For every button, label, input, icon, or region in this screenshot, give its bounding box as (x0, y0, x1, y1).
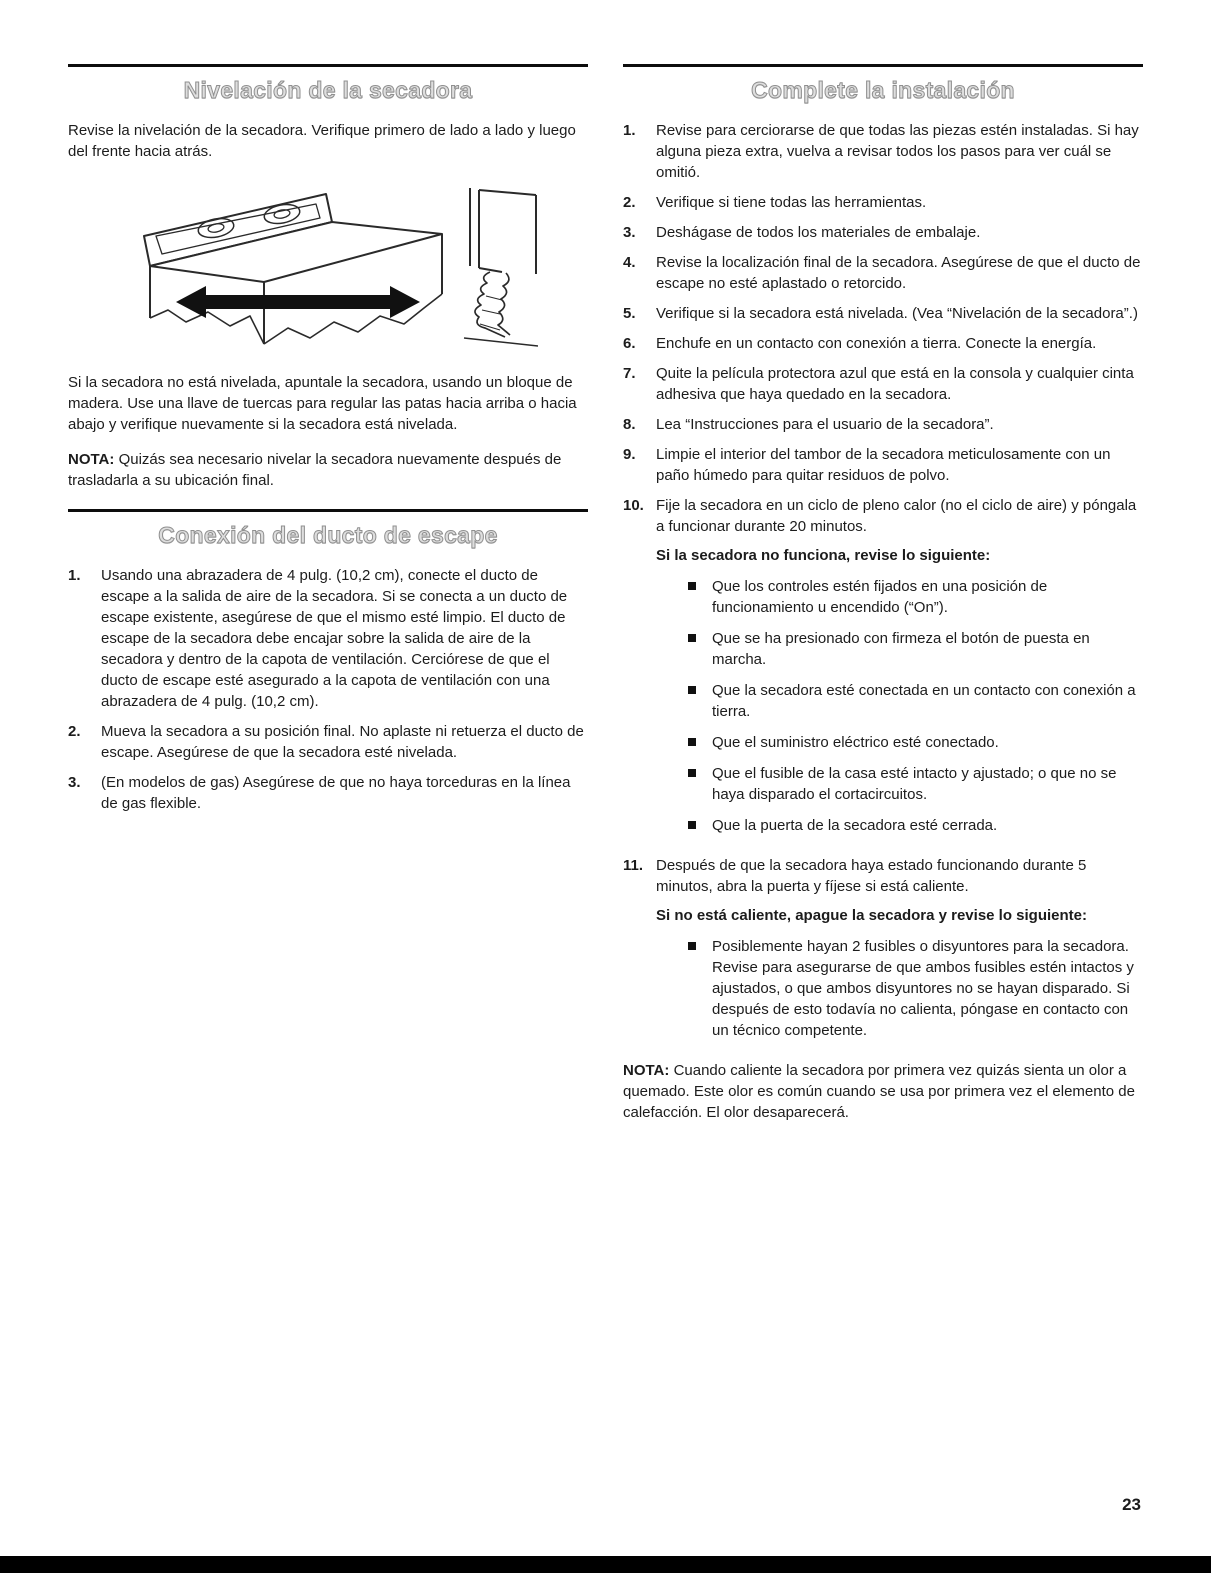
list-item (623, 444, 1143, 486)
list-item (68, 772, 588, 814)
item-text: Fije la secadora en un ciclo de pleno calor (no el ciclo de aire) y póngala a funcionar durante 20 minutos. (656, 497, 1137, 535)
bullet-text: Que el fusible de la casa esté intacto y ajustado; o que no se haya disparado el cortacircuitos. (712, 765, 1117, 803)
item-text: Mueva la secadora a su posición final. No aplaste ni retuerza el ducto de escape. Asegúrese de que la secadora esté nivelada. (101, 723, 584, 761)
list-item (623, 855, 1143, 1051)
section-leveling (68, 64, 588, 491)
bullet-item (656, 628, 1143, 670)
section-rule (68, 64, 588, 67)
item-text: (En modelos de gas) Asegúrese de que no haya torceduras en la línea de gas flexible. (101, 774, 571, 812)
item-number: 1. (623, 122, 636, 139)
item-text: Quite la película protectora azul que está en la consola y cualquier cinta adhesiva que haya quedado en la secadora. (656, 365, 1134, 403)
square-bullet-icon (688, 634, 696, 642)
section-rule (623, 64, 1143, 67)
list-item (68, 721, 588, 763)
square-bullet-icon (688, 582, 696, 590)
item-number: 2. (68, 723, 81, 740)
bullet-text: Posiblemente hayan 2 fusibles o disyuntores para la secadora. Revise para asegurarse de que ambos fusibles estén intactos y ajustados, o que ambos disyuntores no se hayan disparado. Si después de esto todavía no calienta, póngase en contacto con un técnico competente. (712, 938, 1134, 1039)
item-number: 7. (623, 365, 636, 382)
item-text: Revise la localización final de la secadora. Asegúrese de que el ducto de escape no esté aplastado o retorcido. (656, 254, 1141, 292)
list-item (623, 303, 1143, 324)
bullet-item (656, 732, 1143, 753)
left-column (68, 64, 588, 1123)
square-bullet-icon (688, 942, 696, 950)
list-item (623, 192, 1143, 213)
item-text: Deshágase de todos los materiales de embalaje. (656, 224, 981, 241)
bullet-text: Que la puerta de la secadora esté cerrada. (712, 817, 998, 834)
item-text: Enchufe en un contacto con conexión a tierra. Conecte la energía. (656, 335, 1097, 352)
item-subheading: Si no está caliente, apague la secadora y revise lo siguiente: (656, 907, 1088, 924)
list-item (623, 363, 1143, 405)
list-item (623, 222, 1143, 243)
item-number: 5. (623, 305, 636, 322)
list-item (623, 120, 1143, 183)
list-item (623, 495, 1143, 846)
note-text: Cuando caliente la secadora por primera vez quizás sienta un olor a quemado. Este olor es común cuando se usa por primera vez el elemento de calefacción. El olor desaparecerá. (623, 1062, 1135, 1121)
level-arrow-icon (176, 286, 420, 318)
bullet-text: Que el suministro eléctrico esté conectado. (712, 734, 999, 751)
item-text: Usando una abrazadera de 4 pulg. (10,2 cm), conecte el ducto de escape a la salida de aire de la secadora. Si se conecta a un ducto de escape existente, asegúrese de que el mismo esté limpio. El ducto de escape de la secadora debe encajar sobre la salida de aire de la secadora y dentro de la capota de ventilación. Cerciórese de que el ducto de escape esté asegurado a la capota de ventilación con una abrazadera de 4 pulg. (10,2 cm). (101, 567, 568, 710)
item-subheading: Si la secadora no funciona, revise lo siguiente: (656, 547, 991, 564)
note-label: NOTA: (68, 451, 115, 468)
item-number: 1. (68, 567, 81, 584)
section-exhaust-connection (68, 509, 588, 814)
list-item (623, 333, 1143, 354)
note-label: NOTA: (623, 1062, 670, 1079)
bullet-item (656, 763, 1143, 805)
item-number: 10. (623, 497, 644, 514)
bullet-text: Que los controles estén fijados en una posición de funcionamiento u encendido (“On”). (712, 578, 1048, 616)
section-rule (68, 509, 588, 512)
right-column (623, 64, 1143, 1123)
section-complete-installation (623, 64, 1143, 1123)
item-text: Después de que la secadora haya estado funcionando durante 5 minutos, abra la puerta y fíjese si está caliente. (656, 857, 1087, 895)
bullet-text: Que se ha presionado con firmeza el botón de puesta en marcha. (712, 630, 1090, 668)
list-item (623, 414, 1143, 435)
item-number: 9. (623, 446, 636, 463)
square-bullet-icon (688, 686, 696, 694)
item-number: 2. (623, 194, 636, 211)
exhaust-vent-view (464, 188, 538, 346)
square-bullet-icon (688, 769, 696, 777)
item-number: 6. (623, 335, 636, 352)
square-bullet-icon (688, 738, 696, 746)
bullet-item (656, 576, 1143, 618)
leveling-note (68, 449, 588, 491)
footer-bar (0, 1556, 1211, 1573)
bullet-item (656, 936, 1143, 1041)
leveling-intro: Revise la nivelación de la secadora. Verifique primero de lado a lado y luego del frente hacia atrás. (68, 122, 576, 160)
note-text: Quizás sea necesario nivelar la secadora nuevamente después de trasladarla a su ubicación final. (68, 451, 562, 489)
section-title-install: Complete la instalación (751, 77, 1015, 103)
page-number: 23 (1122, 1495, 1141, 1514)
item-number: 3. (68, 774, 81, 791)
item-text: Verifique si la secadora está nivelada. (Vea “Nivelación de la secadora”.) (656, 305, 1138, 322)
item-text: Lea “Instrucciones para el usuario de la secadora”. (656, 416, 994, 433)
dryer-illustration (118, 178, 538, 353)
dryer-front-view (144, 194, 442, 344)
section-title-leveling: Nivelación de la secadora (183, 77, 473, 103)
item-number: 8. (623, 416, 636, 433)
square-bullet-icon (688, 821, 696, 829)
leveling-body: Si la secadora no está nivelada, apuntale la secadora, usando un bloque de madera. Use una llave de tuercas para regular las patas hacia arriba o hacia abajo y verifique nuevamente si la secadora está nivelada. (68, 374, 577, 433)
bullet-item (656, 815, 1143, 836)
list-item (68, 565, 588, 712)
item-number: 11. (623, 857, 644, 874)
list-item (623, 252, 1143, 294)
bullet-item (656, 680, 1143, 722)
section-title-exhaust: Conexión del ducto de escape (158, 522, 498, 548)
item-number: 3. (623, 224, 636, 241)
item-text: Revise para cerciorarse de que todas las piezas estén instaladas. Si hay alguna pieza extra, vuelva a revisar todos los pasos para ver cuál se omitió. (656, 122, 1139, 181)
item-text: Limpie el interior del tambor de la secadora meticulosamente con un paño húmedo para quitar residuos de polvo. (656, 446, 1111, 484)
install-note (623, 1060, 1143, 1123)
bullet-text: Que la secadora esté conectada en un contacto con conexión a tierra. (712, 682, 1136, 720)
item-number: 4. (623, 254, 636, 271)
dryer-leveling-figure (118, 178, 588, 358)
item-text: Verifique si tiene todas las herramientas. (656, 194, 927, 211)
